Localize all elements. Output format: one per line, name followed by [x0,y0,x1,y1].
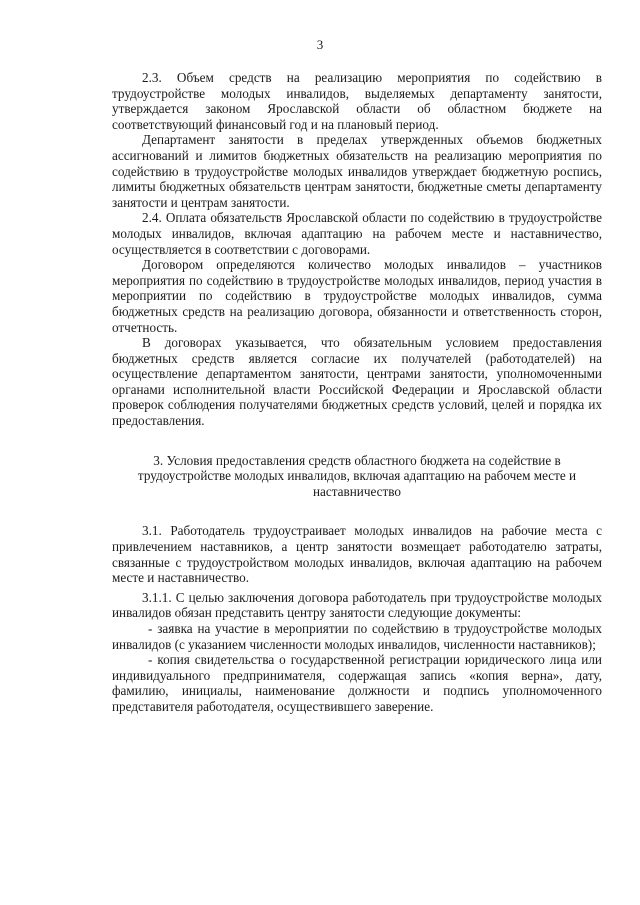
paragraph-contract-terms: Договором определяются количество молодых инвалидов – участников мероприятия по содействию в трудоустройстве молодых инвалидов, период участия в мероприятии по содействию в трудоустройстве молодых инвалидов, сумма бюджетных средств на реализацию договора, обязанности и ответственность сторон, отчетность. [112,257,602,335]
page-number: 3 [316,37,324,52]
list-item-registration-copy: - копия свидетельства о государственной регистрации юридического лица или индивидуального предпринимателя, содержащая запись «копия верна», дату, фамилию, инициалы, наименование должности и подпись уполномоченного представителя работодателя, осуществившего заверение. [112,652,602,714]
paragraph-3-1-1: 3.1.1. С целью заключения договора работодатель при трудоустройстве молодых инвалидов обязан представить центру занятости следующие документы: [112,589,602,621]
paragraph-3-1: 3.1. Работодатель трудоустраивает молодых инвалидов на рабочие места с привлечением наставников, а центр занятости возмещает работодателю затраты, связанные с трудоустройством молодых инвалидов, включая адаптацию на рабочем месте и наставничество. [112,523,602,586]
paragraph-budget-schedule: Департамент занятости в пределах утвержденных объемов бюджетных ассигнований и лимитов бюджетных обязательств на реализацию мероприятия по содействию в трудоустройстве молодых инвалидов утверждает бюджетную роспись, лимиты бюджетных обязательств центрам занятости, бюджетные сметы департаменту занятости и центрам занятости. [112,132,602,210]
paragraph-2-4: 2.4. Оплата обязательств Ярославской области по содействию в трудоустройстве молодых инвалидов, включая адаптацию на рабочем месте и наставничество, осуществляется в соответствии с договорами. [112,210,602,257]
list-item-application: - заявка на участие в мероприятии по содействию в трудоустройстве молодых инвалидов (с указанием численности молодых инвалидов, численности наставников); [112,621,602,652]
paragraph-2-3: 2.3. Объем средств на реализацию мероприятия по содействию в трудоустройстве молодых инвалидов, выделяемых департаменту занятости, утверждается законом Ярославской области об областном бюджете на соответствующий финансовый год и на плановый период. [112,70,602,132]
section-3-heading: 3. Условия предоставления средств областного бюджета на содействие в трудоустройстве молодых инвалидов, включая адаптацию на рабочем месте и наставничество [137,452,577,499]
document-body [112,70,602,715]
paragraph-contract-conditions: В договорах указывается, что обязательным условием предоставления бюджетных средств является согласие их получателей (работодателей) на осуществление департаментом занятости, центрами занятости, уполномоченными органами исполнительной власти Российской Федерации и Ярославской области проверок соблюдения получателями бюджетных средств условий, целей и порядка их предоставления. [112,335,602,429]
